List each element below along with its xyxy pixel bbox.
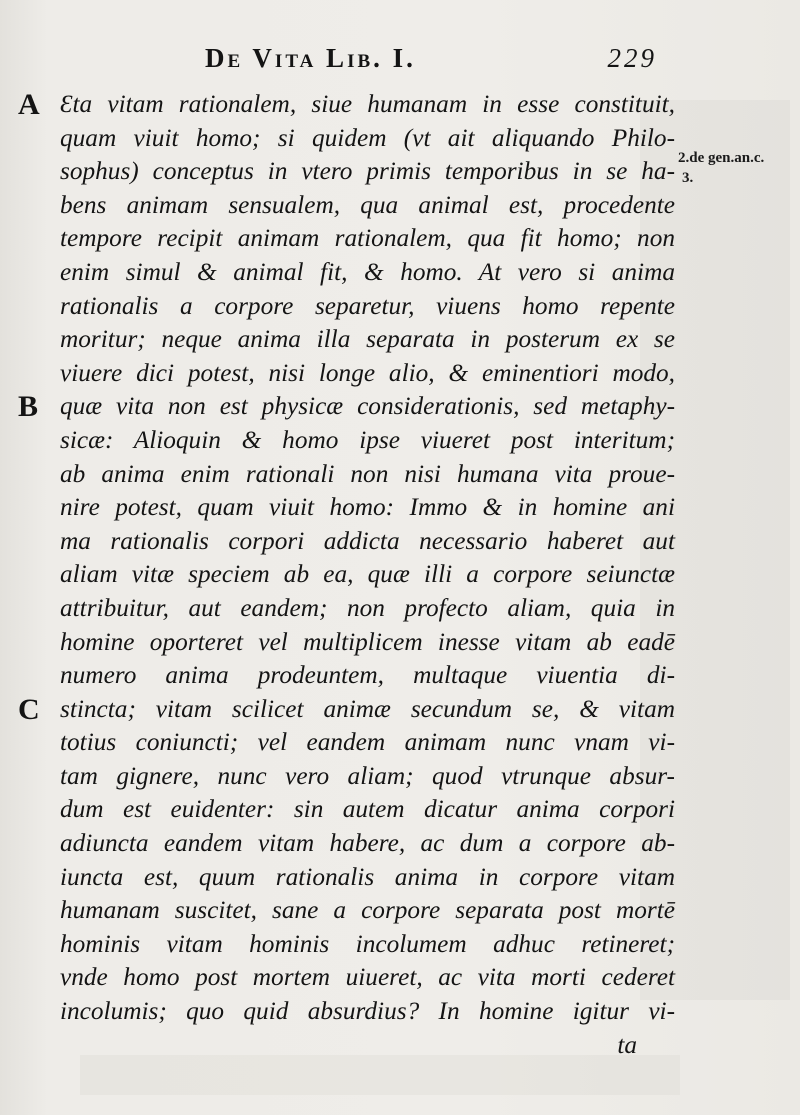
line-text: tempore recipit animam rationalem, qua fit homo; non (60, 224, 675, 253)
line-text: numero anima prodeuntem, multaque viuentia di- (60, 661, 675, 690)
line-text: ma rationalis corpori addicta necessario haberet aut (60, 526, 675, 555)
text-line (60, 861, 675, 895)
text-line (60, 290, 675, 324)
text-line (60, 558, 675, 592)
line-text: ab anima enim rationali non nisi humana vita proue- (60, 459, 675, 488)
line-text: stincta; vitam scilicet animæ secundum se, & vitam (60, 694, 675, 723)
text-line (60, 122, 675, 156)
line-text: quam viuit homo; si quidem (vt ait aliquando Philo- (60, 123, 675, 152)
text-line (60, 659, 675, 693)
text-line (60, 827, 675, 861)
line-text: sophus) conceptus in vtero primis temporibus in se ha- (60, 157, 675, 186)
line-text: vnde homo post mortem uiueret, ac vita morti cederet (60, 963, 675, 992)
text-line (18, 692, 675, 727)
text-line (18, 88, 675, 122)
line-text: rationalis a corpore separetur, viuens homo repente (60, 291, 675, 320)
text-line (60, 961, 675, 995)
section-letter-a: A (18, 88, 40, 121)
line-text: quæ vita non est physicæ considerationis, sed metaphy- (60, 392, 675, 421)
line-text: moritur; neque anima illa separata in posterum ex se (60, 325, 675, 354)
line-text: totius coniuncti; vel eandem animam nunc vnam vi- (60, 728, 675, 757)
catchword-line (60, 1029, 675, 1063)
line-text: sicæ: Alioquin & homo ipse viueret post interitum; (60, 425, 675, 454)
text-line (60, 894, 675, 928)
text-line (60, 491, 675, 525)
section-letter-b: B (18, 390, 39, 424)
text-line (60, 424, 675, 458)
line-text: tam gignere, nunc vero aliam; quod vtrunque absur- (60, 761, 675, 790)
running-header (205, 43, 665, 79)
line-text: dum est euidenter: sin autem dicatur anima corpori (60, 795, 675, 824)
text-line (60, 222, 675, 256)
catchword: ta (617, 1030, 637, 1059)
text-line (60, 256, 675, 290)
margin-note: 2.de gen.an.c. (678, 150, 765, 166)
text-line (60, 793, 675, 827)
line-text: adiuncta eandem vitam habere, ac dum a corpore ab- (60, 829, 675, 858)
line-text: bens animam sensualem, qua animal est, procedente (60, 190, 675, 219)
line-text: humanam suscitet, sane a corpore separata post mortē (60, 896, 675, 925)
line-text: iuncta est, quum rationalis anima in corpore vitam (60, 862, 675, 891)
text-line (60, 626, 675, 660)
section-letter-c: C (18, 692, 40, 726)
line-text: attribuitur, aut eandem; non profecto aliam, quia in (60, 593, 675, 622)
margin-note: 3. (682, 170, 694, 186)
text-line (18, 390, 675, 424)
text-line (60, 155, 675, 189)
text-line (60, 726, 675, 760)
line-text: nire potest, quam viuit homo: Immo & in homine ani (60, 493, 675, 522)
text-line (60, 760, 675, 794)
line-text: aliam vitæ speciem ab ea, quæ illi a corpore seiunctæ (60, 560, 675, 589)
line-text: homine oporteret vel multiplicem inesse vitam ab eadē (60, 627, 675, 656)
text-line (60, 323, 675, 357)
text-line (60, 525, 675, 559)
line-text: enim simul & animal fit, & homo. At vero si anima (60, 257, 675, 286)
text-line (60, 928, 675, 962)
line-text: viuere dici potest, nisi longe alio, & eminentiori modo, (60, 358, 675, 387)
text-line (60, 458, 675, 492)
text-line (60, 592, 675, 626)
text-line (60, 189, 675, 223)
header-title: De Vita Lib. I. (205, 43, 416, 73)
line-text: hominis vitam hominis incolumem adhuc retineret; (60, 929, 675, 958)
line-text: Ɛta vitam rationalem, siue humanam in esse constituit, (60, 90, 675, 118)
text-line (60, 995, 675, 1029)
line-text: incolumis; quo quid absurdius? In homine igitur vi- (60, 997, 675, 1026)
page-number: 229 (607, 43, 657, 73)
main-text-block (18, 88, 675, 1062)
text-line (60, 357, 675, 391)
